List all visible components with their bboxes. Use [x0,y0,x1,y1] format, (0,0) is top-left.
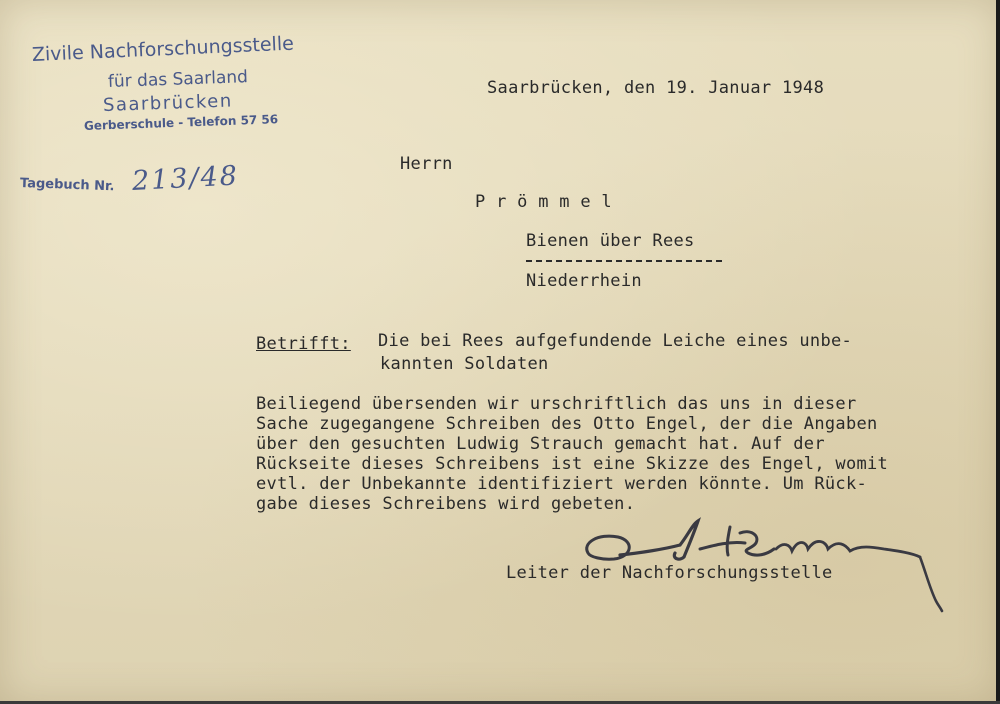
body-line: evtl. der Unbekannte identifiziert werden könnte. Um Rück- [256,474,868,494]
place-date: Saarbrücken, den 19. Januar 1948 [487,78,825,98]
body-line: Sache zugegangene Schreiben des Otto Engel, der die Angaben [256,414,878,434]
subject-line-2: kannten Soldaten [380,354,549,374]
subject-label: Betrifft: [256,334,351,354]
body-line: über den gesuchten Ludwig Strauch gemacht hat. Auf der [256,434,825,454]
body-line: Beiliegend übersenden wir urschriftlich das uns in dieser [256,394,857,414]
recipient-salutation: Herrn [400,154,453,174]
letterhead-line-2: für das Saarland [107,67,249,92]
subject-line-1: Die bei Rees aufgefundende Leiche eines unbe- [378,331,853,351]
signature-caption: Leiter der Nachforschungsstelle [506,563,833,583]
body-line: gabe dieses Schreibens wird gebeten. [256,494,636,514]
recipient-address-1: Bienen über Rees [526,231,695,251]
letterhead-line-4: Gerberschule - Telefon 57 56 [83,112,279,133]
address-dashed-rule [526,260,722,262]
letterhead-line-3: Saarbrücken [102,90,234,116]
body-line: Rückseite dieses Schreibens ist eine Skizze des Engel, womit [256,454,889,474]
recipient-address-2: Niederrhein [526,271,642,291]
diary-label: Tagebuch Nr. [19,176,115,195]
diary-number: 213/48 [131,160,240,197]
letterhead-line-1: Zivile Nachforschungsstelle [31,32,295,66]
scan-edge-right [996,0,1000,704]
recipient-name: P r ö m m e l [475,192,612,212]
